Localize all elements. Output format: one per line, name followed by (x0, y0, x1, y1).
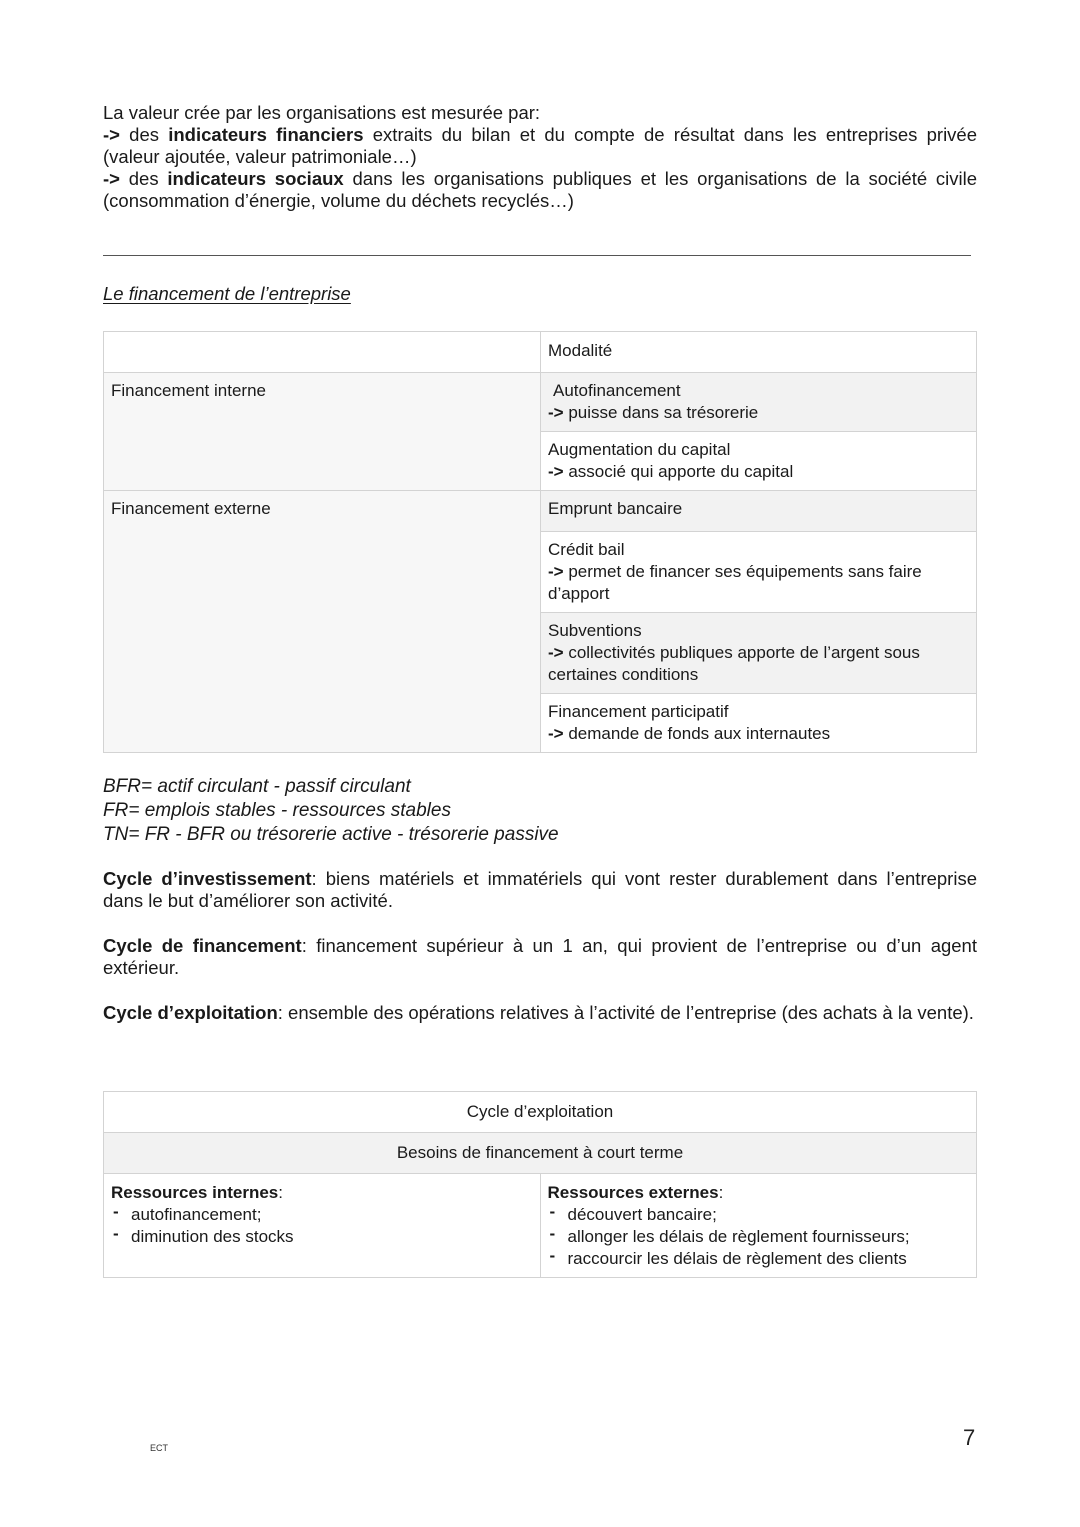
modality-cell: Autofinancement -> puisse dans sa trésorerie (541, 373, 977, 432)
table-row (104, 373, 977, 432)
internal-resources-list (111, 1204, 533, 1248)
horizontal-divider (103, 255, 971, 256)
footer-label: ECT (150, 1443, 168, 1453)
table-header-row (104, 332, 977, 373)
internal-resources-cell: Ressources internes: - autofinancement; - diminution des stocks (104, 1174, 541, 1278)
group-label-internal: Financement interne (104, 373, 541, 491)
external-resources-heading: Ressources externes (547, 1183, 719, 1202)
modality-cell: Crédit bail -> permet de financer ses équipements sans faire d’apport (541, 532, 977, 613)
intro-item-financial: -> des indicateurs financiers extraits du bilan et du compte de résultat dans les entreprises privée (valeur ajoutée, valeur patrimoniale…) (103, 124, 978, 167)
list-item: - diminution des stocks (111, 1226, 533, 1248)
table-row (104, 491, 977, 532)
formula-fr: FR= emplois stables - ressources stables (103, 800, 451, 821)
modality-cell: Subventions -> collectivités publiques apporte de l’argent sous certaines conditions (541, 613, 977, 694)
modality-cell: Financement participatif -> demande de fonds aux internautes (541, 694, 977, 753)
financing-table (103, 331, 977, 753)
group-label-external: Financement externe (104, 491, 541, 753)
formulas-block (103, 775, 559, 847)
formula-tn: TN= FR - BFR ou trésorerie active - trésorerie passive (103, 824, 559, 845)
intro-item-social: -> des indicateurs sociaux dans les organisations publiques et les organisations de la société civile (consommation d’énergie, volume du déchets recyclés…) (103, 168, 978, 211)
exploitation-table (103, 1091, 977, 1278)
bold-term: indicateurs financiers (168, 124, 364, 145)
cycles-definitions (103, 868, 977, 1047)
exploitation-subtitle-cell: Besoins de financement à court terme (104, 1133, 977, 1174)
table-row (104, 1092, 977, 1133)
exploitation-title-cell: Cycle d’exploitation (104, 1092, 977, 1133)
list-item: - raccourcir les délais de règlement des clients (548, 1248, 969, 1270)
header-cell-empty (104, 332, 541, 373)
table-row (104, 1174, 977, 1278)
definition-investissement: Cycle d’investissement: biens matériels et immatériels qui vont rester durablement dans l’entreprise dans le but d’améliorer son activité. (103, 868, 977, 911)
page-number: 7 (963, 1425, 976, 1450)
intro-line: La valeur crée par les organisations est mesurée par: (103, 102, 541, 123)
table-row (104, 1133, 977, 1174)
modality-cell: Emprunt bancaire (541, 491, 977, 532)
definition-exploitation: Cycle d’exploitation: ensemble des opérations relatives à l’activité de l’entreprise (des achats à la vente). (103, 1002, 974, 1023)
arrow: -> (103, 124, 120, 145)
definition-financement: Cycle de financement: financement supérieur à un 1 an, qui provient de l’entreprise ou d’un agent extérieur. (103, 935, 977, 978)
modality-cell: Augmentation du capital -> associé qui apporte du capital (541, 432, 977, 491)
list-item: - allonger les délais de règlement fournisseurs; (548, 1226, 969, 1248)
arrow: -> (103, 168, 120, 189)
header-cell-modalite: Modalité (541, 332, 977, 373)
internal-resources-heading: Ressources internes (111, 1183, 279, 1202)
list-item: - autofinancement; (111, 1204, 533, 1226)
intro-paragraph (103, 102, 977, 212)
external-resources-list (548, 1204, 969, 1270)
section-title: Le financement de l’entreprise (103, 283, 351, 304)
bold-term: indicateurs sociaux (167, 168, 344, 189)
list-item: - découvert bancaire; (548, 1204, 969, 1226)
formula-bfr: BFR= actif circulant - passif circulant (103, 776, 411, 797)
external-resources-cell: Ressources externes: - découvert bancaire; - allonger les délais de règlement fournisseurs; - raccourcir les délais de règlement des clients (540, 1174, 976, 1278)
